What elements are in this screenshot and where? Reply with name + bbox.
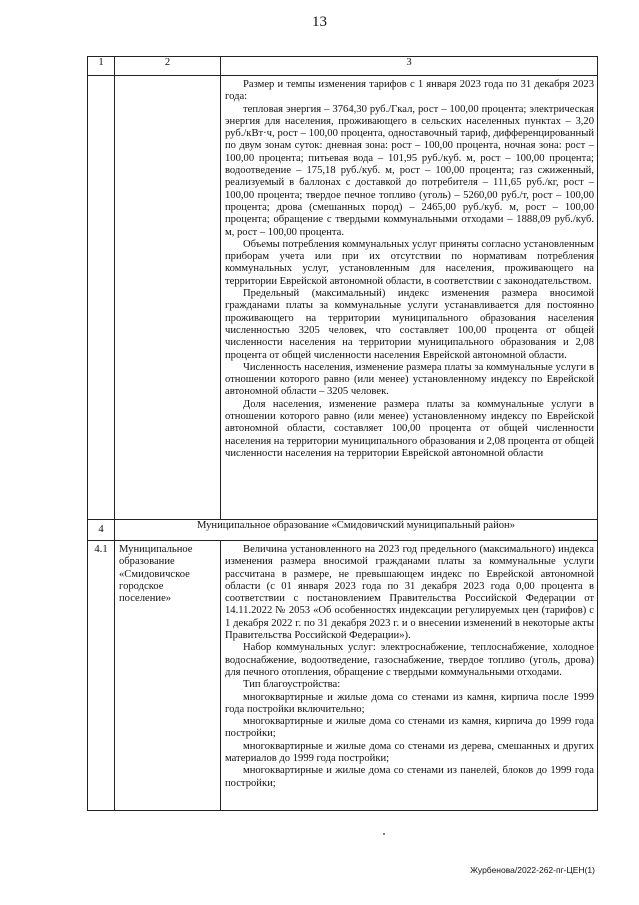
scan-speck bbox=[383, 833, 385, 835]
tariff-table bbox=[87, 56, 598, 811]
housing-type-item: многоквартирные и жилые дома со стенами из панелей, блоков до 1999 года постройки; bbox=[225, 765, 594, 789]
population-share-paragraph: Доля населения, изменение размера платы за коммунальные услуги в отношении которого равно (или менее) установленному индексу по Еврейской автономной области, составляет 100,00 процента от общей численности населения на территории муниципального образования и 2,08 процента от общей численности населения на территории Еврейской автономной области bbox=[225, 398, 594, 459]
cont-num-cell bbox=[88, 76, 115, 520]
page-number: 13 bbox=[312, 14, 327, 30]
population-paragraph: Численность населения, изменение размера платы за коммунальные услуги в отношении которого равно (или менее) установленному индексу по Еврейской автономной области – 3205 человек. bbox=[225, 361, 594, 398]
section-number: 4 bbox=[88, 520, 115, 541]
housing-type-item: многоквартирные и жилые дома со стенами из дерева, смешанных и других материалов до 1999 года постройки; bbox=[225, 740, 594, 765]
section-row bbox=[88, 520, 598, 541]
header-col-2: 2 bbox=[115, 57, 221, 76]
section-title: Муниципальное образование «Смидовичский муниципальный район» bbox=[115, 520, 598, 541]
tariff-period-paragraph: Размер и темпы изменения тарифов с 1 января 2023 года по 31 декабря 2023 года: bbox=[225, 79, 594, 103]
housing-type-item: многоквартирные и жилые дома со стенами из камня, кирпича до 1999 года постройки; bbox=[225, 716, 594, 740]
improvement-type-heading: Тип благоустройства: bbox=[243, 679, 341, 691]
document-code: Журбенова/2022-262-пг-ЦЕН(1) bbox=[470, 865, 595, 875]
cont-org-cell bbox=[115, 76, 221, 520]
cont-description-cell bbox=[221, 76, 598, 520]
row-4-1-description-cell bbox=[221, 541, 598, 811]
row-number: 4.1 bbox=[88, 541, 115, 811]
municipality-name: Муниципальное образование «Смидовичское городское поселение» bbox=[115, 541, 221, 811]
index-value-paragraph: Величина установленного на 2023 год предельного (максимального) индекса изменения размера вносимой гражданами платы за коммунальные услуги рассчитана в размере, не превышающем индекс по Еврейской автономной области (с 01 января 2023 года по 31 декабря 2023 года 0,00 процента в соответствии с постановлением Правительства Российской Федерации от 14.11.2022 № 2053 «Об особенностях индексации регулируемых цен (тарифов) с 1 декабря 2022 г. по 31 декабря 2023 г. и о внесении изменений в некоторые акты Правительства Российской Федерации»). bbox=[225, 544, 594, 642]
max-index-paragraph: Предельный (максимальный) индекс изменения размера вносимой гражданами платы за коммунальные услуги устанавливается для постоянно проживающего на территории муниципального образования населения численностью 3205 человек, что составляет 100,00 процента от общей численности населения на территории муниципального образования и 2,08 процента от общей численности населения Еврейской автономной области. bbox=[225, 288, 594, 361]
housing-type-item: многоквартирные и жилые дома со стенами из камня, кирпича после 1999 года постройки включительно; bbox=[225, 691, 594, 715]
header-col-1: 1 bbox=[88, 57, 115, 76]
table-header-row bbox=[88, 57, 598, 76]
table-row-4-1 bbox=[88, 541, 598, 811]
consumption-volume-paragraph: Объемы потребления коммунальных услуг приняты согласно установленным приборам учета или при их отсутствии по нормативам потребления коммунальных услуг, установленным для населения, проживающего на территории Еврейской автономной области, в соответствии с законодательством. bbox=[225, 238, 594, 287]
utilities-set-paragraph: Набор коммунальных услуг: электроснабжение, теплоснабжение, холодное водоснабжение, водоотведение, газоснабжение, твердое топливо (уголь, дрова) для печного отопления, обращение с твердыми коммунальными отходами. bbox=[225, 642, 594, 678]
tariff-values-paragraph: тепловая энергия – 3764,30 руб./Гкал, рост – 100,00 процента; электрическая энергия для населения, проживающего в сельских населенных пунктах – 3,20 руб./кВт·ч, рост – 100,00 процента, одноставочный тариф, дифференцированный по двум зонам суток: дневная зона: рост – 100,00 процента, ночная зона: рост – 100,00 процента; питьевая вода – 101,95 руб./куб. м, рост – 100,00 процента; водоотведение – 175,18 руб./куб. м, рост – 100,00 процента; газ сжиженный, реализуемый в баллонах с доставкой до потребителя – 111,65 руб./кг, рост – 100,00 процента; твердое печное топливо (уголь) – 5260,00 руб./т, рост – 100,00 процента; дрова (смешанных пород) – 2465,00 руб./куб. м, рост – 100,00 процента; обращение с твердыми коммунальными отходами – 1888,09 руб./куб. м, рост – 100,00 процента. bbox=[225, 103, 594, 238]
header-col-3: 3 bbox=[221, 57, 598, 76]
table-row-continuation bbox=[88, 76, 598, 520]
